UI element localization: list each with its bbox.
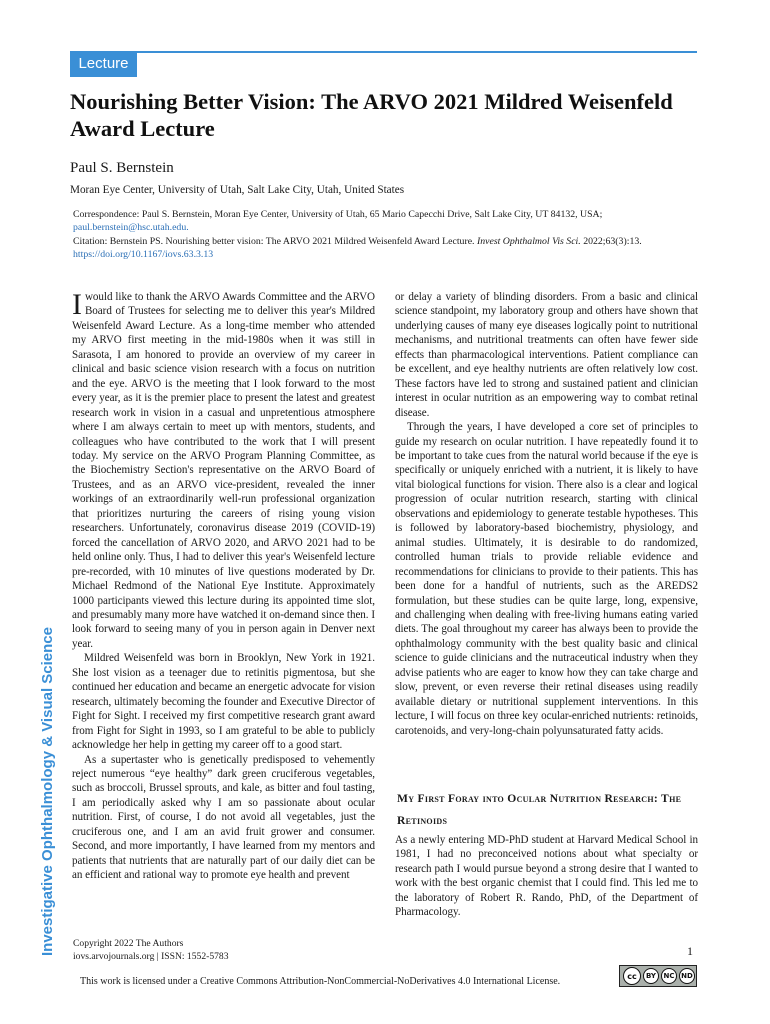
section-body: [395, 833, 698, 920]
author-affiliation: Moran Eye Center, University of Utah, Salt Lake City, Utah, United States: [70, 184, 405, 196]
creative-commons-badge-icon[interactable]: [619, 965, 697, 987]
journal-issn: iovs.arvojournals.org | ISSN: 1552-5783: [73, 950, 229, 962]
nc-icon: NC: [661, 968, 677, 984]
citation: [73, 235, 683, 261]
correspondence: [73, 208, 683, 234]
article-type-tag: Lecture: [70, 51, 137, 77]
journal-name-vertical: Investigative Ophthalmology & Visual Science: [39, 627, 56, 956]
body-left-column: [72, 290, 375, 883]
citation-volume: 2022;63(3):13.: [583, 236, 642, 247]
correspondence-email-link[interactable]: paul.bernstein@hsc.utah.edu.: [73, 222, 189, 233]
citation-doi-link[interactable]: https://doi.org/10.1167/iovs.63.3.13: [73, 249, 214, 260]
citation-text: Citation: Bernstein PS. Nourishing better vision: The ARVO 2021 Mildred Weisenfeld Award Lecture.: [73, 236, 475, 247]
body-right-column: [395, 290, 698, 738]
nd-icon: ND: [679, 968, 695, 984]
paragraph: As a newly entering MD-PhD student at Harvard Medical School in 1981, I had no preconceived notions about what specialty or research path I would pursue beyond a strong desire that I wanted to work with the best organic chemist that I could find. This led me to the laboratory of Robert R. Rando, PhD, of the Department of Pharmacology.: [395, 834, 698, 919]
page-number: 1: [687, 944, 693, 958]
author-name: Paul S. Bernstein: [70, 160, 174, 176]
paragraph: As a supertaster who is genetically predisposed to vehemently reject numerous “eye healthy” dark green cruciferous vegetables, such as broccoli, Brussel sprouts, and kale, as bitter and foul tasting, I am periodically asked why I am so passionate about ocular nutrition. First, of course, I do not avoid all vegetables, just the cruciferous one, and I am an avid fruit grower and consumer. Second, and more importantly, I have learned from my mentors and patients that nutrients that are naturally part of our daily diet can be an efficient and rational way to promote eye health and prevent: [72, 753, 375, 882]
citation-journal: Invest Ophthalmol Vis Sci.: [476, 236, 581, 247]
paragraph: or delay a variety of blinding disorders. From a basic and clinical science standpoint, my laboratory group and others have shown that underlying causes of many eye diseases logically point to nutritional mechanisms, and nutritional treatments can often have fewer side effects than pharmacological interventions. Patient compliance can be excellent, and eye healthy nutrients are often relatively low cost. These factors have led to strong and sustained patient and clinician interest in ocular nutrition as an empowering way to combat retinal disease.: [395, 291, 698, 419]
paragraph: Mildred Weisenfeld was born in Brooklyn, New York in 1921. She lost vision as a teenager due to retinitis pigmentosa, but she continued her education and became an energetic advocate for vision research, ultimately becoming the founder and Executive Director of Fight for Sight. I received my first competitive research grant award from Fight for Sight in 1993, so I am grateful to be able to publicly acknowledge her help in getting my career off to a good start.: [72, 652, 375, 752]
copyright: Copyright 2022 The Authors: [73, 938, 184, 949]
by-icon: BY: [643, 968, 659, 984]
paragraph: Through the years, I have developed a core set of principles to guide my research on ocular nutrition. I have repeatedly found it to be important to take cues from the natural world because if the eye is specifically or uniquely enriched with a nutrient, it is likely to have vital biological functions for vision. There also is a clear and logical progression of ocular nutrition research, starting with clinical observations and epidemiology to generate testable hypotheses. This is followed by laboratory-based biochemistry, physiology, and animal studies. Ultimately, it is desirable to do randomized, controlled human trials to provide reliable evidence and recommendations for clinicians to provide to their patients. This has been done for a handful of nutrients, such as the AREDS2 formulation, but these studies can be quite large, long, expensive, and challenging when dealing with free-living humans eating varied diets. The goal throughout my career has always been to provide the ophthalmology community with the best quality basic and clinical science to guide clinicians and the nutraceutical industry when they advise patients who are eager to know how they can take charge and slow, prevent, or even reverse their retinal diseases using readily available dietary or nutritional supplement interventions. In this lecture, I will focus on three key ocular-enriched nutrients: retinoids, carotenoids, and very-long-chain polyunsaturated fatty acids.: [395, 421, 699, 737]
correspondence-text: Correspondence: Paul S. Bernstein, Moran Eye Center, University of Utah, 65 Mario Capecchi Drive, Salt Lake City, UT 84132, USA;: [73, 209, 603, 220]
paragraph-intro: Iwould like to thank the ARVO Awards Committee and the ARVO Board of Trustees for selecting me to deliver this year's Mildred Weisenfeld Award Lecture. As a long-time member who attended my ARVO first meeting in the mid-1980s when it was still in Sarasota, I am honored to provide an overview of my career in clinical and basic science vision research with a focus on nutrition and the eye. ARVO is the meeting that I look forward to the most every year, as it is the premier place to present the latest and greatest research work in vision in a casual and unpretentious atmosphere where I am always certain to meet up with mentors, students, and colleagues who have contributed to the work that I will present today. My service on the ARVO Program Planning Committee, as the Biochemistry Section's representative on the ARVO Board of Trustees, and as an ARVO vice-president, revealed the inner workings of an extraordinarily well-run professional organization that prioritizes nurturing the careers of rising young vision researchers. Unfortunately, coronavirus disease 2019 (COVID-19) forced the cancellation of ARVO 2020, and ARVO 2021 had to be held online only. Thus, I had to deliver this year's Weisenfeld lecture pre-recorded, with 10 minutes of live questions moderated by Dr. Michael Redmond of the National Eye Institute. Approximately 1000 participants viewed this lecture during its appointed time slot, and presumably many more have watched it on-demand since then. I look forward to seeing many of you in person again in Denver next year.: [72, 288, 375, 650]
header-rule: [70, 51, 697, 53]
drop-cap: I: [72, 288, 82, 321]
article-title: Nourishing Better Vision: The ARVO 2021 Mildred Weisenfeld Award Lecture: [70, 89, 673, 141]
cc-icon: cc: [623, 967, 641, 985]
section-heading: My First Foray into Ocular Nutrition Research: The Retinoids: [397, 792, 682, 827]
footer-info: [73, 938, 229, 963]
license-text: This work is licensed under a Creative Commons Attribution-NonCommercial-NoDerivatives 4.0 International License.: [80, 976, 561, 987]
